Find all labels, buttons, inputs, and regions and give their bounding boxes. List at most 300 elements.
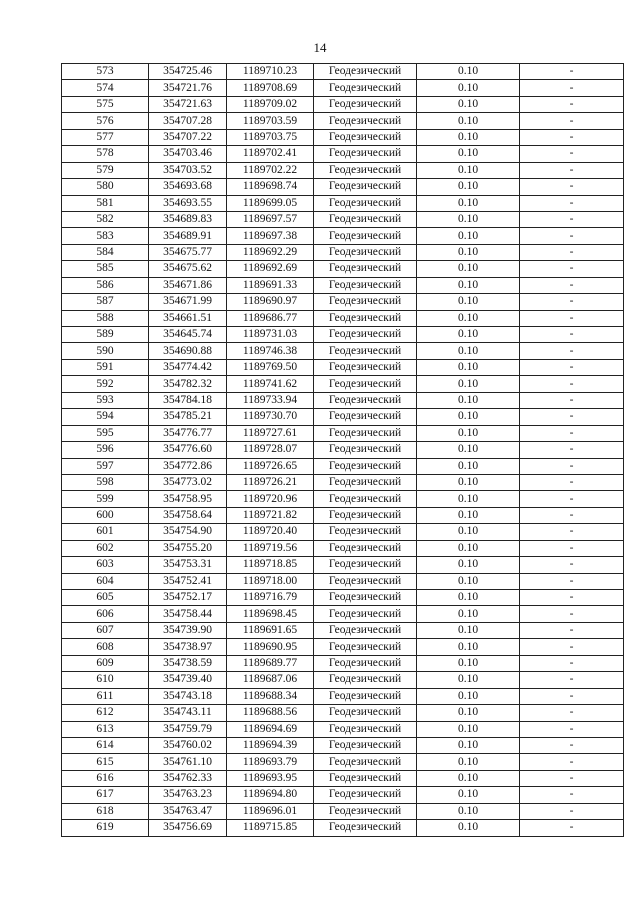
accuracy-cell: 0.10 bbox=[417, 754, 520, 770]
point-number-cell: 619 bbox=[62, 820, 149, 836]
description-cell: - bbox=[520, 392, 624, 408]
description-cell: - bbox=[520, 737, 624, 753]
coordinate-y-cell: 1189703.75 bbox=[227, 129, 314, 145]
accuracy-cell: 0.10 bbox=[417, 721, 520, 737]
method-cell: Геодезический bbox=[314, 113, 417, 129]
description-cell: - bbox=[520, 754, 624, 770]
coordinate-y-cell: 1189697.57 bbox=[227, 211, 314, 227]
point-number-cell: 575 bbox=[62, 96, 149, 112]
coordinate-y-cell: 1189720.40 bbox=[227, 524, 314, 540]
method-cell: Геодезический bbox=[314, 622, 417, 638]
description-cell: - bbox=[520, 113, 624, 129]
description-cell: - bbox=[520, 261, 624, 277]
table-row bbox=[62, 310, 624, 326]
point-number-cell: 588 bbox=[62, 310, 149, 326]
coordinate-x-cell: 354759.79 bbox=[149, 721, 227, 737]
coordinate-y-cell: 1189688.34 bbox=[227, 688, 314, 704]
description-cell: - bbox=[520, 524, 624, 540]
table-row bbox=[62, 820, 624, 836]
table-row bbox=[62, 425, 624, 441]
method-cell: Геодезический bbox=[314, 195, 417, 211]
description-cell: - bbox=[520, 96, 624, 112]
coordinate-x-cell: 354675.62 bbox=[149, 261, 227, 277]
coordinate-x-cell: 354773.02 bbox=[149, 474, 227, 490]
accuracy-cell: 0.10 bbox=[417, 787, 520, 803]
description-cell: - bbox=[520, 80, 624, 96]
description-cell: - bbox=[520, 573, 624, 589]
accuracy-cell: 0.10 bbox=[417, 343, 520, 359]
coordinate-x-cell: 354693.55 bbox=[149, 195, 227, 211]
description-cell: - bbox=[520, 820, 624, 836]
accuracy-cell: 0.10 bbox=[417, 64, 520, 80]
point-number-cell: 597 bbox=[62, 458, 149, 474]
accuracy-cell: 0.10 bbox=[417, 146, 520, 162]
method-cell: Геодезический bbox=[314, 770, 417, 786]
coordinate-x-cell: 354689.91 bbox=[149, 228, 227, 244]
description-cell: - bbox=[520, 770, 624, 786]
coordinate-x-cell: 354758.44 bbox=[149, 606, 227, 622]
coordinate-x-cell: 354782.32 bbox=[149, 376, 227, 392]
coordinate-x-cell: 354707.22 bbox=[149, 129, 227, 145]
coordinate-x-cell: 354763.23 bbox=[149, 787, 227, 803]
coordinate-x-cell: 354763.47 bbox=[149, 803, 227, 819]
table-row bbox=[62, 146, 624, 162]
coordinate-x-cell: 354721.63 bbox=[149, 96, 227, 112]
accuracy-cell: 0.10 bbox=[417, 162, 520, 178]
coordinates-table bbox=[61, 63, 624, 837]
accuracy-cell: 0.10 bbox=[417, 540, 520, 556]
point-number-cell: 607 bbox=[62, 622, 149, 638]
coordinate-y-cell: 1189741.62 bbox=[227, 376, 314, 392]
method-cell: Геодезический bbox=[314, 162, 417, 178]
table-row bbox=[62, 458, 624, 474]
description-cell: - bbox=[520, 244, 624, 260]
coordinate-x-cell: 354689.83 bbox=[149, 211, 227, 227]
description-cell: - bbox=[520, 376, 624, 392]
accuracy-cell: 0.10 bbox=[417, 327, 520, 343]
point-number-cell: 608 bbox=[62, 639, 149, 655]
table-row bbox=[62, 524, 624, 540]
description-cell: - bbox=[520, 162, 624, 178]
point-number-cell: 578 bbox=[62, 146, 149, 162]
description-cell: - bbox=[520, 540, 624, 556]
method-cell: Геодезический bbox=[314, 359, 417, 375]
method-cell: Геодезический bbox=[314, 80, 417, 96]
point-number-cell: 603 bbox=[62, 557, 149, 573]
method-cell: Геодезический bbox=[314, 442, 417, 458]
point-number-cell: 613 bbox=[62, 721, 149, 737]
accuracy-cell: 0.10 bbox=[417, 573, 520, 589]
coordinate-x-cell: 354707.28 bbox=[149, 113, 227, 129]
table-row bbox=[62, 655, 624, 671]
point-number-cell: 583 bbox=[62, 228, 149, 244]
point-number-cell: 596 bbox=[62, 442, 149, 458]
accuracy-cell: 0.10 bbox=[417, 277, 520, 293]
accuracy-cell: 0.10 bbox=[417, 639, 520, 655]
coordinate-y-cell: 1189702.22 bbox=[227, 162, 314, 178]
description-cell: - bbox=[520, 639, 624, 655]
coordinate-y-cell: 1189719.56 bbox=[227, 540, 314, 556]
table-row bbox=[62, 737, 624, 753]
point-number-cell: 616 bbox=[62, 770, 149, 786]
method-cell: Геодезический bbox=[314, 261, 417, 277]
coordinate-y-cell: 1189688.56 bbox=[227, 705, 314, 721]
method-cell: Геодезический bbox=[314, 540, 417, 556]
point-number-cell: 590 bbox=[62, 343, 149, 359]
coordinate-y-cell: 1189709.02 bbox=[227, 96, 314, 112]
coordinate-y-cell: 1189733.94 bbox=[227, 392, 314, 408]
coordinate-y-cell: 1189696.01 bbox=[227, 803, 314, 819]
method-cell: Геодезический bbox=[314, 64, 417, 80]
method-cell: Геодезический bbox=[314, 146, 417, 162]
accuracy-cell: 0.10 bbox=[417, 179, 520, 195]
accuracy-cell: 0.10 bbox=[417, 705, 520, 721]
method-cell: Геодезический bbox=[314, 606, 417, 622]
method-cell: Геодезический bbox=[314, 211, 417, 227]
description-cell: - bbox=[520, 146, 624, 162]
coordinate-x-cell: 354755.20 bbox=[149, 540, 227, 556]
coordinate-y-cell: 1189746.38 bbox=[227, 343, 314, 359]
point-number-cell: 618 bbox=[62, 803, 149, 819]
method-cell: Геодезический bbox=[314, 803, 417, 819]
method-cell: Геодезический bbox=[314, 294, 417, 310]
coordinate-y-cell: 1189731.03 bbox=[227, 327, 314, 343]
point-number-cell: 615 bbox=[62, 754, 149, 770]
accuracy-cell: 0.10 bbox=[417, 688, 520, 704]
point-number-cell: 586 bbox=[62, 277, 149, 293]
point-number-cell: 581 bbox=[62, 195, 149, 211]
accuracy-cell: 0.10 bbox=[417, 803, 520, 819]
coordinate-y-cell: 1189692.29 bbox=[227, 244, 314, 260]
coordinate-y-cell: 1189687.06 bbox=[227, 672, 314, 688]
method-cell: Геодезический bbox=[314, 96, 417, 112]
method-cell: Геодезический bbox=[314, 524, 417, 540]
point-number-cell: 600 bbox=[62, 507, 149, 523]
table-row bbox=[62, 228, 624, 244]
coordinate-y-cell: 1189698.74 bbox=[227, 179, 314, 195]
point-number-cell: 602 bbox=[62, 540, 149, 556]
method-cell: Геодезический bbox=[314, 409, 417, 425]
table-row bbox=[62, 113, 624, 129]
coordinate-y-cell: 1189694.80 bbox=[227, 787, 314, 803]
point-number-cell: 573 bbox=[62, 64, 149, 80]
point-number-cell: 580 bbox=[62, 179, 149, 195]
table-row bbox=[62, 507, 624, 523]
method-cell: Геодезический bbox=[314, 787, 417, 803]
table-row bbox=[62, 606, 624, 622]
accuracy-cell: 0.10 bbox=[417, 244, 520, 260]
accuracy-cell: 0.10 bbox=[417, 376, 520, 392]
coordinate-y-cell: 1189702.41 bbox=[227, 146, 314, 162]
coordinate-x-cell: 354671.99 bbox=[149, 294, 227, 310]
accuracy-cell: 0.10 bbox=[417, 770, 520, 786]
coordinate-x-cell: 354738.59 bbox=[149, 655, 227, 671]
point-number-cell: 610 bbox=[62, 672, 149, 688]
coordinate-y-cell: 1189690.95 bbox=[227, 639, 314, 655]
point-number-cell: 595 bbox=[62, 425, 149, 441]
coordinate-x-cell: 354776.60 bbox=[149, 442, 227, 458]
accuracy-cell: 0.10 bbox=[417, 590, 520, 606]
method-cell: Геодезический bbox=[314, 458, 417, 474]
table-row bbox=[62, 80, 624, 96]
coordinate-x-cell: 354785.21 bbox=[149, 409, 227, 425]
accuracy-cell: 0.10 bbox=[417, 458, 520, 474]
table-row bbox=[62, 327, 624, 343]
method-cell: Геодезический bbox=[314, 573, 417, 589]
coordinate-y-cell: 1189727.61 bbox=[227, 425, 314, 441]
coordinate-x-cell: 354758.95 bbox=[149, 491, 227, 507]
description-cell: - bbox=[520, 606, 624, 622]
coordinate-y-cell: 1189694.69 bbox=[227, 721, 314, 737]
point-number-cell: 609 bbox=[62, 655, 149, 671]
point-number-cell: 593 bbox=[62, 392, 149, 408]
method-cell: Геодезический bbox=[314, 244, 417, 260]
method-cell: Геодезический bbox=[314, 754, 417, 770]
table-row bbox=[62, 162, 624, 178]
accuracy-cell: 0.10 bbox=[417, 294, 520, 310]
coordinate-x-cell: 354645.74 bbox=[149, 327, 227, 343]
point-number-cell: 598 bbox=[62, 474, 149, 490]
table-row bbox=[62, 376, 624, 392]
method-cell: Геодезический bbox=[314, 639, 417, 655]
coordinate-x-cell: 354743.18 bbox=[149, 688, 227, 704]
point-number-cell: 585 bbox=[62, 261, 149, 277]
coordinate-y-cell: 1189692.69 bbox=[227, 261, 314, 277]
description-cell: - bbox=[520, 590, 624, 606]
method-cell: Геодезический bbox=[314, 688, 417, 704]
method-cell: Геодезический bbox=[314, 277, 417, 293]
coordinate-x-cell: 354725.46 bbox=[149, 64, 227, 80]
coordinate-y-cell: 1189694.39 bbox=[227, 737, 314, 753]
method-cell: Геодезический bbox=[314, 310, 417, 326]
table-row bbox=[62, 96, 624, 112]
method-cell: Геодезический bbox=[314, 376, 417, 392]
method-cell: Геодезический bbox=[314, 343, 417, 359]
point-number-cell: 614 bbox=[62, 737, 149, 753]
coordinate-y-cell: 1189693.95 bbox=[227, 770, 314, 786]
coordinate-y-cell: 1189691.33 bbox=[227, 277, 314, 293]
table-row bbox=[62, 343, 624, 359]
point-number-cell: 606 bbox=[62, 606, 149, 622]
accuracy-cell: 0.10 bbox=[417, 557, 520, 573]
coordinate-y-cell: 1189718.00 bbox=[227, 573, 314, 589]
accuracy-cell: 0.10 bbox=[417, 96, 520, 112]
point-number-cell: 584 bbox=[62, 244, 149, 260]
table-row bbox=[62, 179, 624, 195]
accuracy-cell: 0.10 bbox=[417, 672, 520, 688]
description-cell: - bbox=[520, 343, 624, 359]
description-cell: - bbox=[520, 359, 624, 375]
table-row bbox=[62, 540, 624, 556]
description-cell: - bbox=[520, 474, 624, 490]
accuracy-cell: 0.10 bbox=[417, 606, 520, 622]
accuracy-cell: 0.10 bbox=[417, 524, 520, 540]
coordinate-x-cell: 354772.86 bbox=[149, 458, 227, 474]
point-number-cell: 611 bbox=[62, 688, 149, 704]
table-row bbox=[62, 721, 624, 737]
coordinate-y-cell: 1189686.77 bbox=[227, 310, 314, 326]
point-number-cell: 601 bbox=[62, 524, 149, 540]
accuracy-cell: 0.10 bbox=[417, 359, 520, 375]
coordinate-y-cell: 1189726.21 bbox=[227, 474, 314, 490]
coordinates-table-body bbox=[62, 64, 624, 837]
method-cell: Геодезический bbox=[314, 737, 417, 753]
coordinate-y-cell: 1189716.79 bbox=[227, 590, 314, 606]
coordinate-y-cell: 1189691.65 bbox=[227, 622, 314, 638]
point-number-cell: 582 bbox=[62, 211, 149, 227]
description-cell: - bbox=[520, 195, 624, 211]
description-cell: - bbox=[520, 721, 624, 737]
table-row bbox=[62, 803, 624, 819]
method-cell: Геодезический bbox=[314, 129, 417, 145]
description-cell: - bbox=[520, 507, 624, 523]
table-row bbox=[62, 672, 624, 688]
description-cell: - bbox=[520, 622, 624, 638]
table-row bbox=[62, 787, 624, 803]
coordinate-x-cell: 354776.77 bbox=[149, 425, 227, 441]
coordinate-x-cell: 354739.40 bbox=[149, 672, 227, 688]
description-cell: - bbox=[520, 228, 624, 244]
table-row bbox=[62, 573, 624, 589]
coordinate-x-cell: 354761.10 bbox=[149, 754, 227, 770]
method-cell: Геодезический bbox=[314, 507, 417, 523]
coordinate-x-cell: 354760.02 bbox=[149, 737, 227, 753]
description-cell: - bbox=[520, 557, 624, 573]
coordinate-x-cell: 354703.46 bbox=[149, 146, 227, 162]
accuracy-cell: 0.10 bbox=[417, 737, 520, 753]
coordinate-y-cell: 1189730.70 bbox=[227, 409, 314, 425]
point-number-cell: 576 bbox=[62, 113, 149, 129]
coordinate-y-cell: 1189697.38 bbox=[227, 228, 314, 244]
table-row bbox=[62, 409, 624, 425]
description-cell: - bbox=[520, 458, 624, 474]
table-row bbox=[62, 129, 624, 145]
accuracy-cell: 0.10 bbox=[417, 409, 520, 425]
method-cell: Геодезический bbox=[314, 425, 417, 441]
accuracy-cell: 0.10 bbox=[417, 261, 520, 277]
table-row bbox=[62, 770, 624, 786]
coordinate-x-cell: 354753.31 bbox=[149, 557, 227, 573]
coordinate-y-cell: 1189698.45 bbox=[227, 606, 314, 622]
table-row bbox=[62, 64, 624, 80]
coordinate-x-cell: 354774.42 bbox=[149, 359, 227, 375]
table-row bbox=[62, 474, 624, 490]
coordinate-x-cell: 354675.77 bbox=[149, 244, 227, 260]
description-cell: - bbox=[520, 491, 624, 507]
coordinate-y-cell: 1189708.69 bbox=[227, 80, 314, 96]
coordinate-y-cell: 1189715.85 bbox=[227, 820, 314, 836]
coordinate-x-cell: 354671.86 bbox=[149, 277, 227, 293]
coordinate-y-cell: 1189720.96 bbox=[227, 491, 314, 507]
table-row bbox=[62, 442, 624, 458]
table-row bbox=[62, 688, 624, 704]
table-row bbox=[62, 261, 624, 277]
point-number-cell: 594 bbox=[62, 409, 149, 425]
coordinate-y-cell: 1189693.79 bbox=[227, 754, 314, 770]
accuracy-cell: 0.10 bbox=[417, 310, 520, 326]
coordinate-x-cell: 354693.68 bbox=[149, 179, 227, 195]
coordinate-x-cell: 354752.41 bbox=[149, 573, 227, 589]
description-cell: - bbox=[520, 409, 624, 425]
table-row bbox=[62, 211, 624, 227]
accuracy-cell: 0.10 bbox=[417, 507, 520, 523]
table-row bbox=[62, 557, 624, 573]
coordinate-x-cell: 354784.18 bbox=[149, 392, 227, 408]
method-cell: Геодезический bbox=[314, 228, 417, 244]
description-cell: - bbox=[520, 705, 624, 721]
table-row bbox=[62, 491, 624, 507]
coordinate-x-cell: 354739.90 bbox=[149, 622, 227, 638]
coordinate-x-cell: 354754.90 bbox=[149, 524, 227, 540]
method-cell: Геодезический bbox=[314, 721, 417, 737]
point-number-cell: 574 bbox=[62, 80, 149, 96]
method-cell: Геодезический bbox=[314, 672, 417, 688]
coordinate-y-cell: 1189703.59 bbox=[227, 113, 314, 129]
description-cell: - bbox=[520, 672, 624, 688]
coordinate-y-cell: 1189690.97 bbox=[227, 294, 314, 310]
table-row bbox=[62, 639, 624, 655]
point-number-cell: 612 bbox=[62, 705, 149, 721]
point-number-cell: 604 bbox=[62, 573, 149, 589]
description-cell: - bbox=[520, 425, 624, 441]
accuracy-cell: 0.10 bbox=[417, 474, 520, 490]
method-cell: Геодезический bbox=[314, 590, 417, 606]
point-number-cell: 592 bbox=[62, 376, 149, 392]
point-number-cell: 587 bbox=[62, 294, 149, 310]
accuracy-cell: 0.10 bbox=[417, 195, 520, 211]
method-cell: Геодезический bbox=[314, 491, 417, 507]
coordinate-y-cell: 1189699.05 bbox=[227, 195, 314, 211]
coordinate-x-cell: 354743.11 bbox=[149, 705, 227, 721]
table-row bbox=[62, 705, 624, 721]
description-cell: - bbox=[520, 688, 624, 704]
point-number-cell: 579 bbox=[62, 162, 149, 178]
accuracy-cell: 0.10 bbox=[417, 129, 520, 145]
method-cell: Геодезический bbox=[314, 557, 417, 573]
description-cell: - bbox=[520, 179, 624, 195]
coordinate-x-cell: 354756.69 bbox=[149, 820, 227, 836]
accuracy-cell: 0.10 bbox=[417, 622, 520, 638]
method-cell: Геодезический bbox=[314, 705, 417, 721]
point-number-cell: 591 bbox=[62, 359, 149, 375]
accuracy-cell: 0.10 bbox=[417, 80, 520, 96]
coordinate-y-cell: 1189718.85 bbox=[227, 557, 314, 573]
table-row bbox=[62, 392, 624, 408]
coordinate-y-cell: 1189728.07 bbox=[227, 442, 314, 458]
method-cell: Геодезический bbox=[314, 392, 417, 408]
coordinate-x-cell: 354721.76 bbox=[149, 80, 227, 96]
coordinate-y-cell: 1189726.65 bbox=[227, 458, 314, 474]
coordinate-y-cell: 1189769.50 bbox=[227, 359, 314, 375]
point-number-cell: 599 bbox=[62, 491, 149, 507]
accuracy-cell: 0.10 bbox=[417, 228, 520, 244]
coordinate-x-cell: 354703.52 bbox=[149, 162, 227, 178]
page-number: 14 bbox=[313, 40, 327, 55]
accuracy-cell: 0.10 bbox=[417, 655, 520, 671]
accuracy-cell: 0.10 bbox=[417, 392, 520, 408]
method-cell: Геодезический bbox=[314, 474, 417, 490]
coordinate-y-cell: 1189689.77 bbox=[227, 655, 314, 671]
method-cell: Геодезический bbox=[314, 179, 417, 195]
accuracy-cell: 0.10 bbox=[417, 425, 520, 441]
table-row bbox=[62, 277, 624, 293]
coordinate-x-cell: 354690.88 bbox=[149, 343, 227, 359]
point-number-cell: 605 bbox=[62, 590, 149, 606]
table-row bbox=[62, 622, 624, 638]
coordinate-y-cell: 1189710.23 bbox=[227, 64, 314, 80]
coordinate-y-cell: 1189721.82 bbox=[227, 507, 314, 523]
table-row bbox=[62, 754, 624, 770]
